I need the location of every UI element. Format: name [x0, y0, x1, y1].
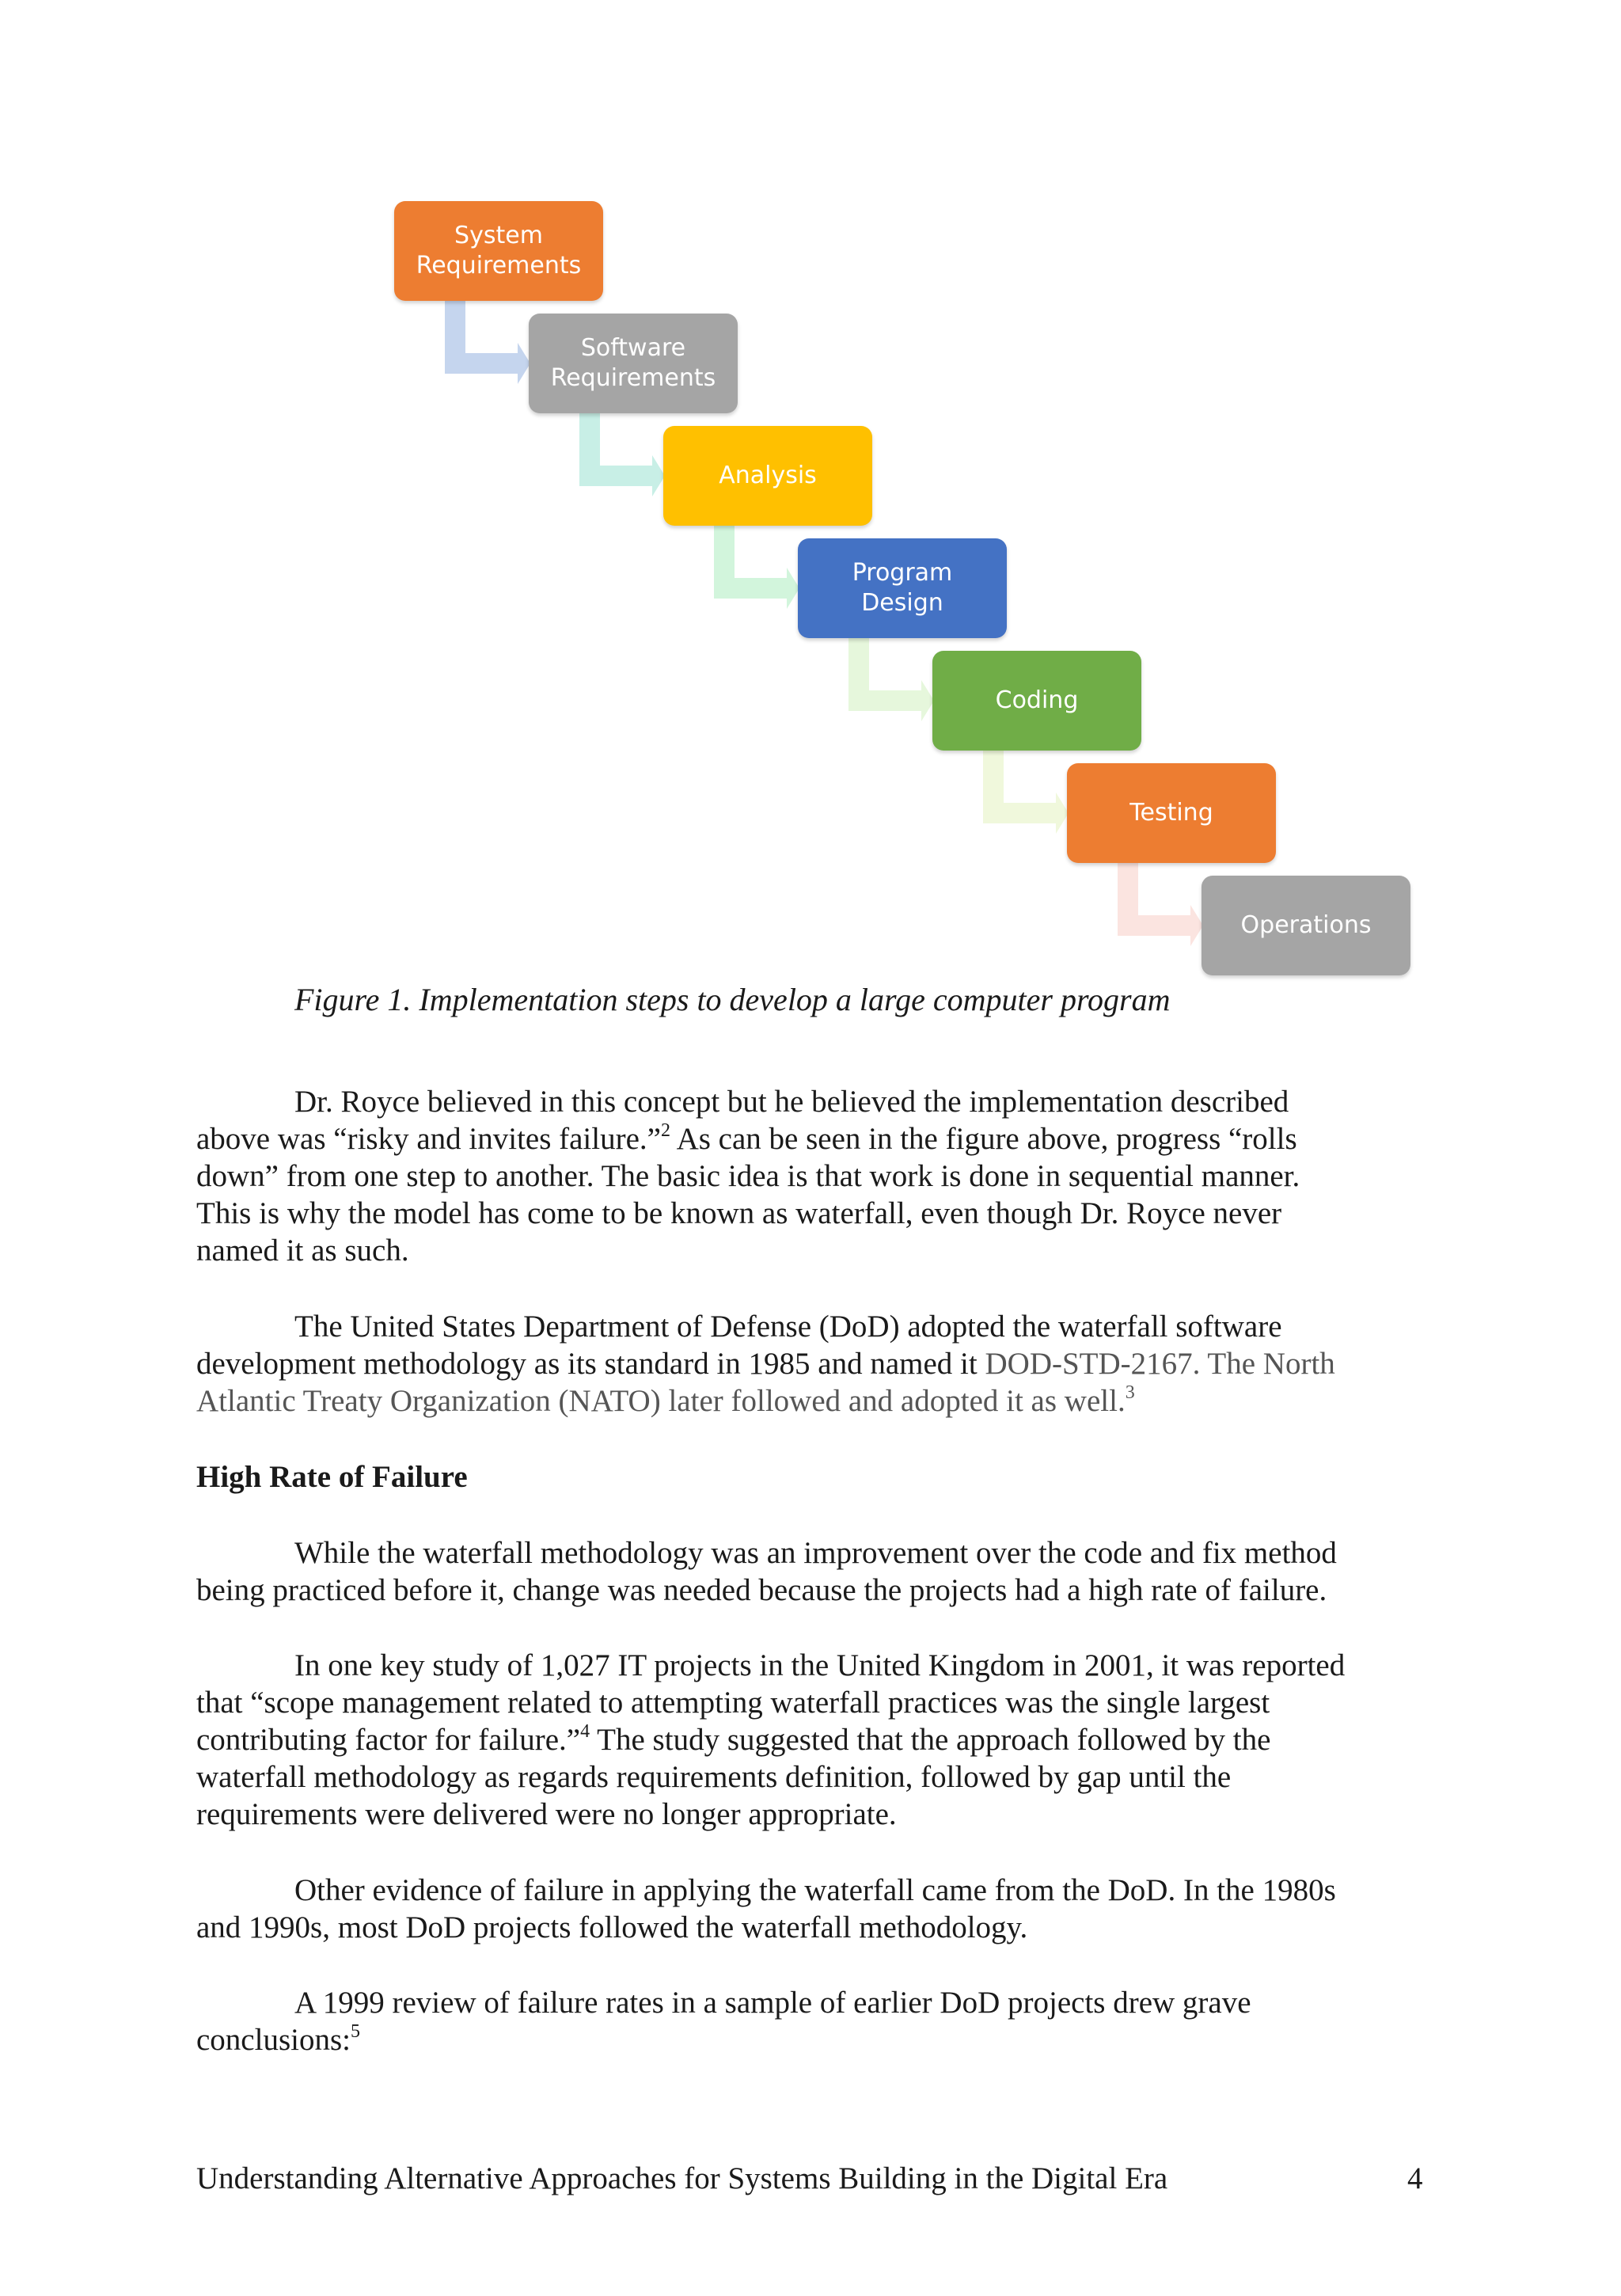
footnote-ref: 2	[660, 1120, 670, 1141]
text-span: The study suggested that the approach followed by the	[590, 1723, 1271, 1757]
text-line	[196, 1120, 1415, 1158]
text-line	[196, 1721, 1415, 1758]
text-line: requirements were delivered were no longer appropriate.	[196, 1797, 897, 1831]
footnote-ref: 4	[580, 1721, 590, 1742]
text-span: development methodology as its standard in 1985 and named it	[196, 1347, 985, 1381]
waterfall-diagram	[0, 0, 1621, 982]
step-testing-box: Testing	[1067, 763, 1276, 863]
connector-shape	[848, 638, 934, 721]
text-line	[196, 1345, 1415, 1382]
paragraph-1	[196, 1083, 1415, 1269]
footnote-ref: 5	[350, 2021, 360, 2042]
text-line: waterfall methodology as regards requirements definition, followed by gap until the	[196, 1760, 1232, 1794]
paragraph-3	[196, 1534, 1415, 1609]
connector-shape	[579, 413, 665, 496]
step-connector-arrow	[579, 413, 665, 496]
text-line: In one key study of 1,027 IT projects in the United Kingdom in 2001, it was reported	[294, 1648, 1346, 1682]
text-line: While the waterfall methodology was an improvement over the code and fix method	[294, 1536, 1337, 1570]
paragraph-2	[196, 1308, 1415, 1420]
connector-shape	[1118, 863, 1203, 946]
step-connector-arrow	[714, 526, 799, 609]
step-operations-box: Operations	[1202, 876, 1410, 975]
text-line: Dr. Royce believed in this concept but he believed the implementation described	[294, 1085, 1289, 1119]
text-line: This is why the model has come to be known as waterfall, even though Dr. Royce never	[196, 1196, 1282, 1230]
text-line: named it as such.	[196, 1234, 409, 1268]
footer-title: Understanding Alternative Approaches for Systems Building in the Digital Era	[196, 2161, 1168, 2195]
text-line: being practiced before it, change was needed because the projects had a high rate of failure.	[196, 1573, 1327, 1607]
step-connector-arrow	[445, 301, 530, 384]
step-system-requirements-box: System Requirements	[394, 201, 603, 301]
text-span: conclusions:	[196, 2023, 351, 2057]
paragraph-4	[196, 1647, 1415, 1833]
text-line: The United States Department of Defense (DoD) adopted the waterfall software	[294, 1310, 1282, 1344]
step-analysis-box: Analysis	[663, 426, 872, 526]
text-span: Atlantic Treaty Organization (NATO) later followed and adopted it as well.	[196, 1384, 1126, 1418]
step-coding-box: Coding	[932, 651, 1141, 751]
page-number: 4	[1407, 2161, 1423, 2195]
footnote-ref: 3	[1125, 1382, 1135, 1403]
step-connector-arrow	[848, 638, 934, 721]
step-software-requirements-box: Software Requirements	[529, 314, 738, 413]
connector-shape	[983, 751, 1069, 834]
figure-caption: Figure 1. Implementation steps to develop a large computer program	[294, 982, 1171, 1017]
text-line: that “scope management related to attempting waterfall practices was the single largest	[196, 1686, 1270, 1720]
text-line: down” from one step to another. The basic idea is that work is done in sequential manner.	[196, 1159, 1300, 1193]
text-line	[196, 1382, 1415, 1420]
step-connector-arrow	[1118, 863, 1203, 946]
connector-shape	[445, 301, 530, 384]
text-span: As can be seen in the figure above, progress “rolls	[670, 1122, 1297, 1156]
text-line	[196, 2021, 1415, 2058]
text-span: DOD-STD-2167. The North	[985, 1347, 1335, 1381]
text-span: contributing factor for failure.”	[196, 1723, 581, 1757]
section-heading: High Rate of Failure	[196, 1460, 468, 1494]
paragraph-5	[196, 1872, 1415, 1946]
connector-shape	[714, 526, 799, 609]
paragraph-6	[196, 1984, 1415, 2058]
step-program-design-box: Program Design	[798, 538, 1007, 638]
text-line: A 1999 review of failure rates in a sample of earlier DoD projects drew grave	[294, 1986, 1251, 2020]
step-connector-arrow	[983, 751, 1069, 834]
text-line: and 1990s, most DoD projects followed the waterfall methodology.	[196, 1910, 1028, 1944]
text-line: Other evidence of failure in applying the waterfall came from the DoD. In the 1980s	[294, 1873, 1336, 1907]
text-span: above was “risky and invites failure.”	[196, 1122, 661, 1156]
